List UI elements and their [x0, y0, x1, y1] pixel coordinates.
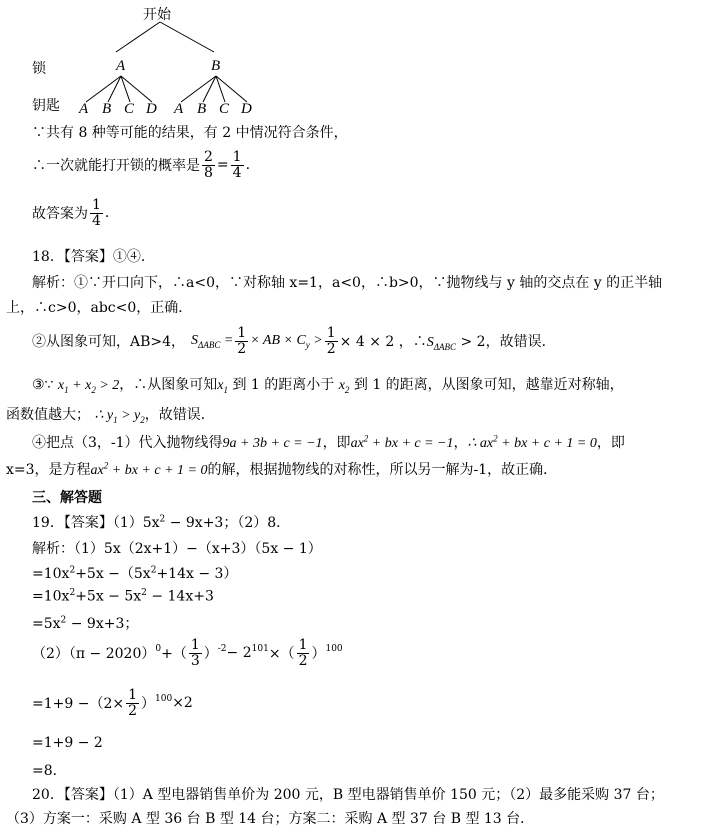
- formula: $x_2$: [338, 378, 350, 395]
- probability-line: [32, 150, 250, 180]
- fraction: $\frac{1}{3}$: [190, 637, 200, 669]
- text: 到 1 的距离小于: [232, 377, 335, 393]
- text: =1+9 −（2×: [32, 696, 125, 713]
- q18-analysis-2: 上，∴c>0，abc<0，正确．: [6, 300, 193, 316]
- text: =5x: [32, 616, 61, 632]
- tree-key: A: [174, 101, 184, 117]
- tree-root: 开始: [143, 7, 171, 23]
- q19-line: $=5x^2 - 9x+3$；: [32, 615, 139, 632]
- tree-row2-label: 钥匙: [32, 98, 60, 114]
- numerator: 2: [204, 149, 213, 165]
- q19-line: =1+9 −（2× $\frac{1}{2}$ ） $^{100}$ ×2: [32, 687, 193, 719]
- period: .: [245, 157, 251, 174]
- formula: $x_1 + x_2 > 2$: [57, 378, 120, 395]
- denominator: 4: [232, 164, 242, 181]
- text: +（: [161, 646, 187, 663]
- denominator: 8: [204, 164, 213, 181]
- text: ）: [311, 646, 326, 663]
- text: ④把点（3，-1）代入抛物线得: [32, 435, 223, 451]
- text-line: ∵共有 8 种等可能的结果，有 2 中情况符合条件，: [32, 125, 348, 141]
- text: ，∴从图象可知: [119, 377, 218, 393]
- text: ∴一次就能打开锁的概率是: [32, 158, 200, 175]
- text: ，故错误．: [144, 407, 215, 423]
- section-title: 三、解答题: [32, 490, 102, 506]
- fraction: [202, 150, 215, 180]
- tree-key: D: [241, 101, 252, 117]
- formula: 9a + 3b + c = −1: [222, 436, 323, 451]
- q19-line: =1+9 − 2: [32, 735, 103, 751]
- text: ，: [453, 435, 468, 451]
- formula: $ax^2$ + bx + c + 1 = 0: [90, 460, 208, 478]
- q18-point-4: [32, 432, 625, 452]
- tree-key: B: [197, 101, 207, 117]
- q20-line: 20．【答案】（1）A 型电器销售单价为 200 元，B 型电器销售单价 150 元；（2）最多能采购 37 台；: [32, 787, 664, 803]
- tree-key: C: [124, 101, 135, 117]
- text: 函数值越大；: [6, 407, 90, 423]
- fraction: $\frac{1}{2}$: [128, 687, 138, 719]
- q19-line: =8．: [32, 763, 67, 779]
- tree-key: A: [79, 101, 89, 117]
- text: − 9x+3；: [66, 616, 139, 632]
- q19-part2: （2）（π − 2020） $^0$ +（ $\frac{1}{3}$ ） $^{-2}$ − 2 $^{101}$ ×（ $\frac{1}{2}$ ） $^{100}$: [32, 637, 343, 669]
- tree-lock-a: A: [116, 58, 126, 74]
- text: ，即: [322, 435, 351, 451]
- text: x=3，是方程: [6, 462, 91, 478]
- text: =10x: [32, 588, 70, 605]
- text: 的解，根据抛物线的对称性，所以另一解为-1，故正确．: [207, 462, 558, 478]
- q18-point-3: [32, 374, 624, 395]
- q19-line: 解析：（1）5x（2x+1）−（x+3）（5x − 1）: [32, 541, 322, 557]
- text: （2）（π − 2020）: [32, 646, 156, 663]
- text: 19．【答案】（1）5x: [32, 515, 160, 531]
- tree-key: C: [219, 101, 230, 117]
- denominator: 4: [92, 212, 101, 229]
- fraction: $\frac{1}{2}$: [237, 325, 247, 357]
- text: +5x −（5x: [75, 566, 151, 582]
- q18-point-3-cont: [6, 404, 215, 425]
- text: − 2: [226, 645, 252, 662]
- text: =10x: [32, 566, 70, 582]
- numerator: 1: [92, 197, 101, 213]
- text: +14x − 3）: [156, 566, 238, 582]
- text: 故答案为: [32, 206, 88, 223]
- numerator: 1: [232, 149, 242, 165]
- formula: ∴ $ax^2$ + bx + c + 1 = 0: [467, 433, 597, 451]
- answer-line: [32, 198, 109, 228]
- tree-row1-label: 锁: [32, 61, 46, 77]
- period: .: [104, 205, 110, 222]
- text: ，即: [596, 435, 625, 451]
- text: ×（: [268, 646, 295, 663]
- q19-head: 19．【答案】$(1)5x^2 - 9x+3$；（2）8．: [32, 514, 291, 531]
- q18-point-2: [32, 326, 556, 356]
- text: ③∵: [32, 377, 54, 393]
- q19-line: $=10x^2+5x - 5x^2 - 14x+3$: [32, 588, 214, 605]
- formula: $S_{\Delta ABC}$ =: [191, 332, 234, 350]
- q18-point-4-cont: [6, 459, 557, 479]
- fraction: [90, 198, 103, 228]
- text: ）: [203, 646, 218, 663]
- q20-line: （3）方案一：采购 A 型 36 台 B 型 14 台；方案二：采购 A 型 37 台 B 型 13 台．: [6, 811, 535, 827]
- tree-key: B: [102, 101, 112, 117]
- text: − 14x+3: [146, 588, 214, 605]
- q18-head: 18．【答案】①④．: [32, 249, 155, 265]
- formula: × 4 × 2 ，$\therefore S_{\Delta ABC} > 2$: [339, 333, 486, 352]
- text: ）: [141, 696, 156, 713]
- q18-analysis-1: 解析：①∵开口向下，∴a<0，∵对称轴 x=1，a<0，∴b>0，∵抛物线与 y 轴的交点在 y 的正半轴: [32, 275, 663, 291]
- text: +5x − 5x: [75, 588, 142, 605]
- text: 到 1 的距离，从图象可知，越靠近对称轴，: [353, 377, 624, 393]
- fraction: $\frac{1}{2}$: [326, 325, 336, 357]
- formula: × AB × $C_y$ >: [250, 332, 323, 350]
- formula: ∴ $y_1 > y_2$: [94, 408, 145, 425]
- tree-key: D: [146, 101, 157, 117]
- formula: $x_1$: [217, 378, 228, 395]
- tree-lock-b: B: [211, 58, 221, 74]
- fraction: [231, 150, 244, 180]
- text: ，故错误．: [485, 334, 556, 351]
- text: ×2: [172, 695, 193, 712]
- text: ②从图象可知，AB>4，: [32, 334, 186, 351]
- formula: $ax^2$ + bx + c = −1: [350, 433, 454, 451]
- fraction: $\frac{1}{2}$: [298, 637, 308, 669]
- equals: =: [216, 157, 229, 174]
- q19-line: $=10x^2+5x -(5x^2+14x - 3)$: [32, 565, 238, 582]
- text: − 9x+3；（2）8．: [165, 515, 291, 531]
